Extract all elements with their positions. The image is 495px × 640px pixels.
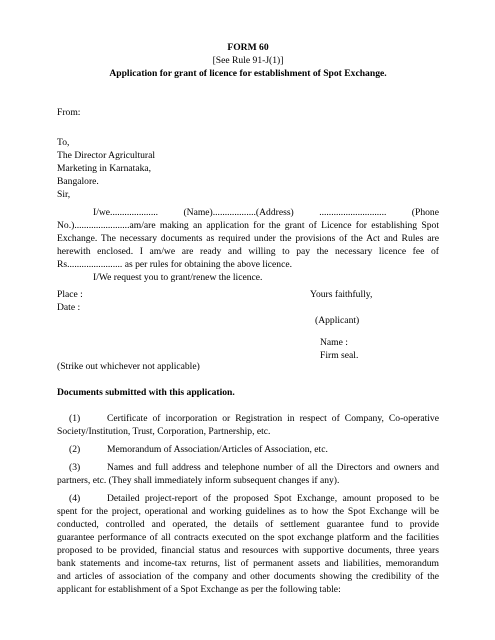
applicant-label: (Applicant) bbox=[315, 315, 360, 326]
from-label: From: bbox=[57, 107, 81, 118]
firm-seal-label: Firm seal. bbox=[320, 350, 359, 361]
form-number: FORM 60 bbox=[227, 42, 269, 53]
body-line-4: herewith enclosed. I am/we are ready and willing to pay the necessary licence fee of bbox=[57, 246, 439, 257]
item-4-line-4: guarantee performance of all contracts executed on the spot exchange platform and the facilities bbox=[57, 532, 439, 543]
item-4-line-5: proposed to be provided, financial status and resources with supportive documents, three years bbox=[57, 545, 439, 556]
name-address-blank: (Name)..................(Address) bbox=[183, 207, 294, 218]
body-line-1 bbox=[93, 207, 439, 220]
item-4-line-6: bank statements and income-tax returns, list of permanent assets and liabilities, memorandum bbox=[57, 558, 439, 569]
to-line-3: Marketing in Karnataka, bbox=[57, 163, 152, 174]
rule-reference: [See Rule 91-J(1)] bbox=[212, 55, 284, 66]
item-1-line-1: Certificate of incorporation or Registration in respect of Company, Co-operative bbox=[107, 413, 439, 424]
item-4-line-7: and articles of association of the company and other documents showing the credibility of the bbox=[57, 571, 439, 582]
item-4-line-3: conducted, controlled and operated, the details of settlement guarantee fund to provide bbox=[57, 519, 439, 530]
name-label: Name : bbox=[320, 337, 348, 348]
item-1-line-2: Society/Institution, Trust, Corporation, Partnership, etc. bbox=[57, 426, 271, 437]
item-4-line-2: spent for the project, operational and working guidelines as to how the Spot Exchange will be bbox=[57, 506, 439, 517]
dots-blank: ............................ bbox=[319, 207, 387, 218]
phone-label: (Phone bbox=[411, 207, 439, 218]
form-page bbox=[57, 0, 439, 640]
item-1-number: (1) bbox=[69, 413, 81, 424]
to-line-2: The Director Agricultural bbox=[57, 150, 156, 161]
body-line-3: Exchange. The necessary documents as required under the provisions of the Act and Rules are bbox=[57, 233, 439, 244]
to-line-4: Bangalore. bbox=[57, 176, 99, 187]
item-2-line-1: Memorandum of Association/Articles of Association, etc. bbox=[107, 444, 328, 455]
salutation: Sir, bbox=[57, 189, 71, 200]
item-3-line-1: Names and full address and telephone number of all the Directors and owners and bbox=[107, 462, 439, 473]
yours-faithfully: Yours faithfully, bbox=[310, 289, 373, 300]
item-2-number: (2) bbox=[69, 444, 81, 455]
item-3-number: (3) bbox=[69, 462, 81, 473]
place-label: Place : bbox=[57, 289, 83, 300]
request-line: I/We request you to grant/renew the licence. bbox=[93, 272, 263, 283]
item-4-number: (4) bbox=[69, 493, 81, 504]
item-4-line-8: applicant for establishment of a Spot Exchange as per the following table: bbox=[57, 584, 341, 595]
item-4-line-1: Detailed project-report of the proposed Spot Exchange, amount proposed to be bbox=[107, 493, 439, 504]
body-line-2: No.).......................am/are making an application for the grant of Licence for establishing Spot bbox=[57, 220, 439, 231]
strike-note: (Strike out whichever not applicable) bbox=[57, 361, 200, 372]
documents-heading: Documents submitted with this application. bbox=[57, 387, 235, 398]
form-title: Application for grant of licence for establishment of Spot Exchange. bbox=[109, 68, 387, 79]
item-3-line-2: partners, etc. (They shall immediately inform subsequent changes if any). bbox=[57, 475, 340, 486]
we-blank: I/we.................... bbox=[93, 207, 159, 218]
body-line-5: Rs....................... as per rules for obtaining the above licence. bbox=[57, 259, 292, 270]
to-line-1: To, bbox=[57, 137, 70, 148]
date-label: Date : bbox=[57, 302, 81, 313]
